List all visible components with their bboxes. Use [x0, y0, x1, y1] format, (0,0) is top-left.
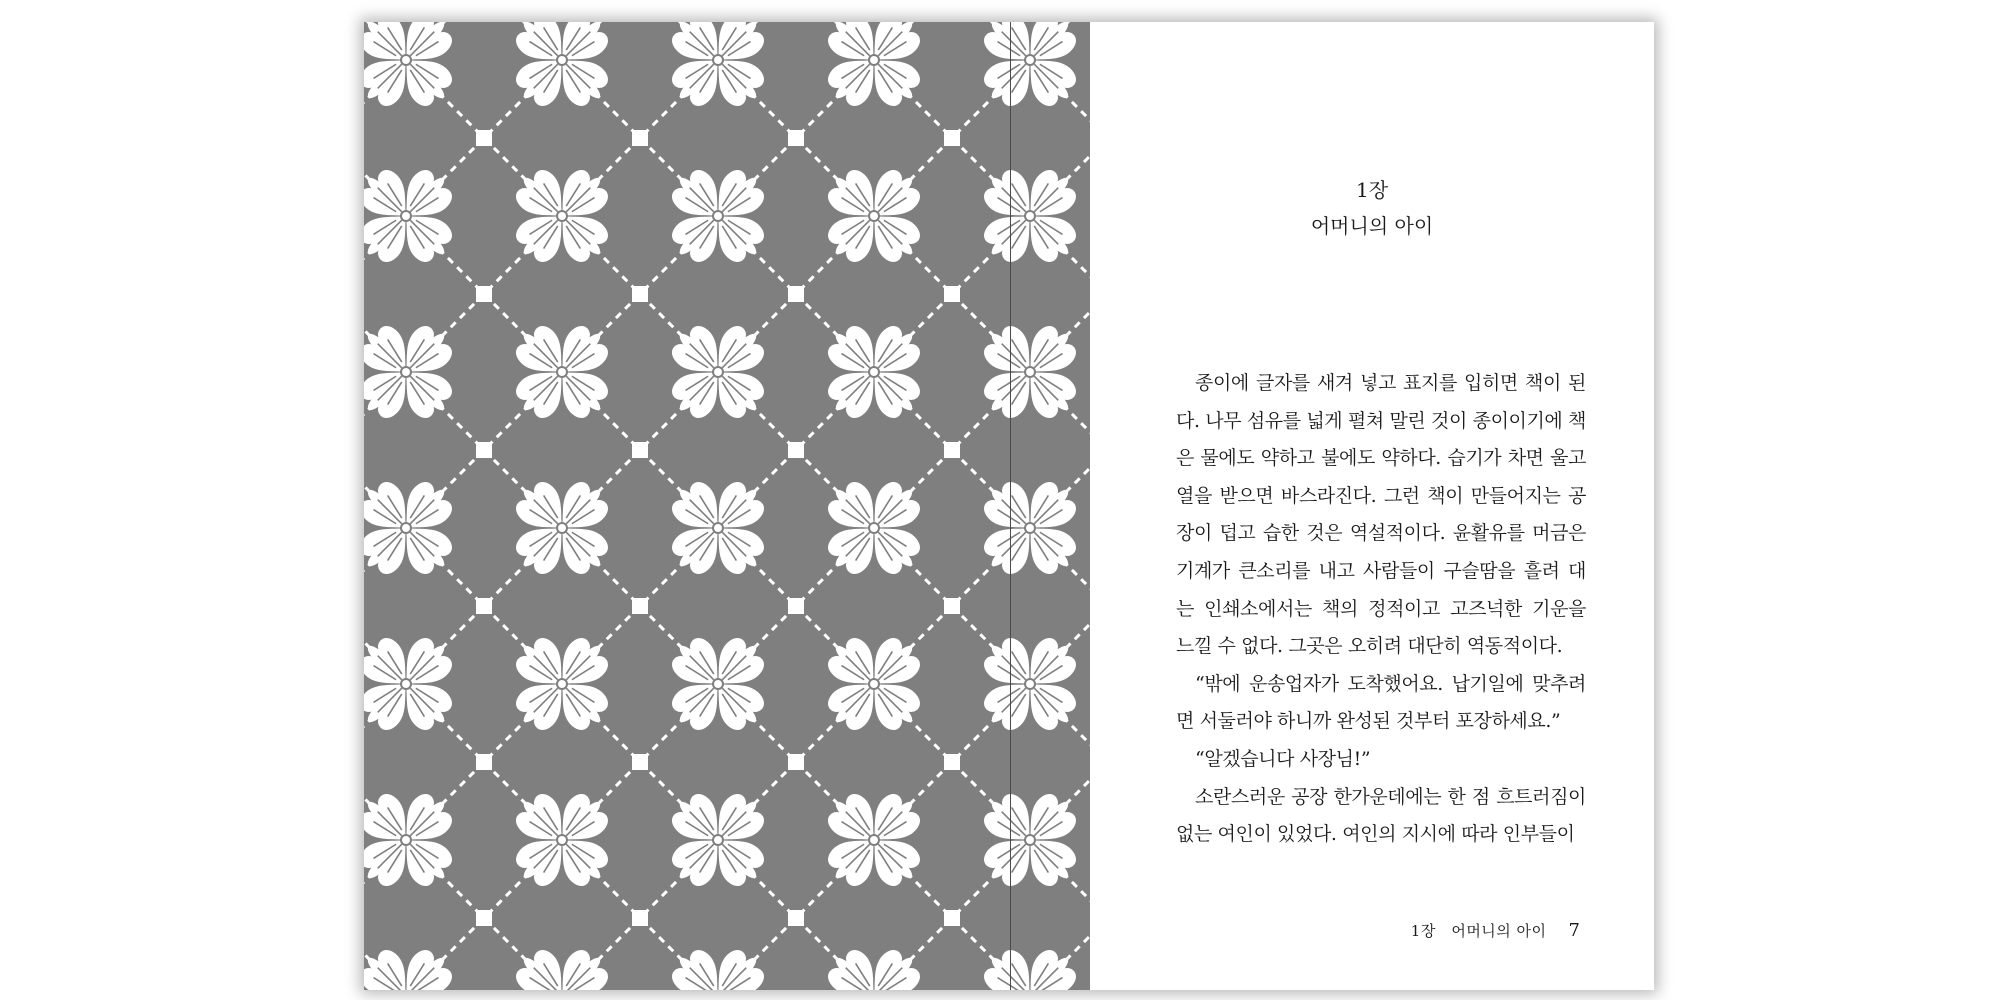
lattice-dash-line [595, 22, 685, 27]
paragraph: 소란스러운 공장 한가운데에는 한 점 흐트러짐이 없는 여인이 있었다. 여인의 지시에 따라 인부들이 [1176, 785, 1586, 846]
lattice-dash-line [907, 22, 997, 27]
four-petal-flower-icon [665, 631, 772, 738]
lattice-square-icon [632, 910, 648, 926]
chapter-number: 1장 [1355, 178, 1389, 202]
lattice-square-icon [632, 286, 648, 302]
lattice-square-icon [944, 598, 960, 614]
four-petal-flower-icon [821, 787, 928, 894]
four-petal-flower-icon [977, 475, 1084, 582]
four-petal-flower-icon [977, 22, 1084, 113]
lattice-dash-line [751, 22, 841, 27]
four-petal-flower-icon [665, 943, 772, 990]
lattice-square-icon [476, 598, 492, 614]
four-petal-flower-icon [509, 631, 616, 738]
four-petal-flower-icon [977, 319, 1084, 426]
lattice-dash-line [907, 22, 997, 27]
lattice-square-icon [788, 598, 804, 614]
lattice-dash-line [439, 22, 529, 27]
lattice-dash-line [364, 93, 373, 183]
four-petal-flower-icon [665, 22, 772, 113]
lattice-square-icon [944, 442, 960, 458]
four-petal-flower-icon [977, 787, 1084, 894]
lattice-dash-line [439, 22, 529, 27]
four-petal-flower-icon [509, 787, 616, 894]
lattice-square-icon [944, 130, 960, 146]
lattice-square-icon [632, 130, 648, 146]
lattice-dash-line [364, 717, 373, 807]
page-number: 7 [1568, 920, 1580, 941]
text-page [1090, 22, 1654, 990]
paragraph: “알겠습니다 사장님!” [1195, 747, 1371, 770]
four-petal-flower-icon [509, 943, 616, 990]
running-footer [1411, 920, 1580, 941]
lattice-square-icon [476, 130, 492, 146]
gutter-fold-line [1010, 22, 1011, 990]
lattice-dash-line [364, 249, 373, 339]
lattice-square-icon [788, 910, 804, 926]
lattice-dash-line [595, 22, 685, 27]
four-petal-flower-icon [821, 943, 928, 990]
lattice-dash-line [364, 717, 373, 807]
chapter-title: 어머니의 아이 [1310, 214, 1434, 238]
lattice-square-icon [632, 598, 648, 614]
four-petal-flower-icon [821, 475, 928, 582]
lattice-square-icon [476, 754, 492, 770]
lattice-dash-line [364, 873, 373, 963]
four-petal-flower-icon [364, 22, 459, 113]
book-spread [364, 22, 1654, 990]
lattice-square-icon [944, 286, 960, 302]
decorative-endpaper-page [364, 22, 1090, 990]
four-petal-flower-icon [977, 163, 1084, 270]
lattice-dash-line [751, 22, 841, 27]
lattice-square-icon [788, 130, 804, 146]
lattice-square-icon [476, 286, 492, 302]
lattice-dash-line [364, 561, 373, 651]
four-petal-flower-icon [665, 475, 772, 582]
four-petal-flower-icon [821, 163, 928, 270]
footer-chapter-title: 1장 어머니의 아이 [1410, 922, 1547, 940]
four-petal-flower-icon [665, 319, 772, 426]
lattice-square-icon [788, 286, 804, 302]
floral-pattern [364, 22, 1090, 990]
lattice-square-icon [632, 754, 648, 770]
lattice-dash-line [364, 405, 373, 495]
four-petal-flower-icon [364, 943, 459, 990]
lattice-dash-line [364, 561, 373, 651]
body-text [1176, 365, 1586, 854]
lattice-dash-line [364, 249, 373, 339]
lattice-square-icon [788, 442, 804, 458]
lattice-square-icon [632, 442, 648, 458]
four-petal-flower-icon [977, 943, 1084, 990]
lattice-dash-line [364, 405, 373, 495]
lattice-square-icon [788, 754, 804, 770]
lattice-dash-line [364, 873, 373, 963]
four-petal-flower-icon [509, 163, 616, 270]
four-petal-flower-icon [821, 319, 928, 426]
four-petal-flower-icon [509, 319, 616, 426]
four-petal-flower-icon [821, 631, 928, 738]
paragraph: “밖에 운송업자가 도착했어요. 납기일에 맞추려면 서둘러야 하니까 완성된 것부터 포장하세요.” [1176, 672, 1586, 733]
lattice-square-icon [476, 910, 492, 926]
four-petal-flower-icon [821, 22, 928, 113]
paragraph: 종이에 글자를 새겨 넣고 표지를 입히면 책이 된다. 나무 섬유를 넓게 펼쳐 말린 것이 종이이기에 책은 물에도 약하고 불에도 약하다. 습기가 차면 울고 열을 받으면 바스라진다. 그런 책이 만들어지는 공장이 덥고 습한 것은 역설적이다. 윤활유를 머금은 기계가 큰소리를 내고 사람들이 구슬땀을 흘려 대는 인쇄소에서는 책의 정적이고 고즈넉한 기운을 느낄 수 없다. 그곳은 오히려 대단히 역동적이다. [1176, 372, 1586, 658]
four-petal-flower-icon [665, 787, 772, 894]
four-petal-flower-icon [509, 22, 616, 113]
four-petal-flower-icon [665, 163, 772, 270]
lattice-square-icon [944, 910, 960, 926]
lattice-square-icon [944, 754, 960, 770]
lattice-dash-line [364, 93, 373, 183]
four-petal-flower-icon [509, 475, 616, 582]
four-petal-flower-icon [977, 631, 1084, 738]
lattice-square-icon [476, 442, 492, 458]
